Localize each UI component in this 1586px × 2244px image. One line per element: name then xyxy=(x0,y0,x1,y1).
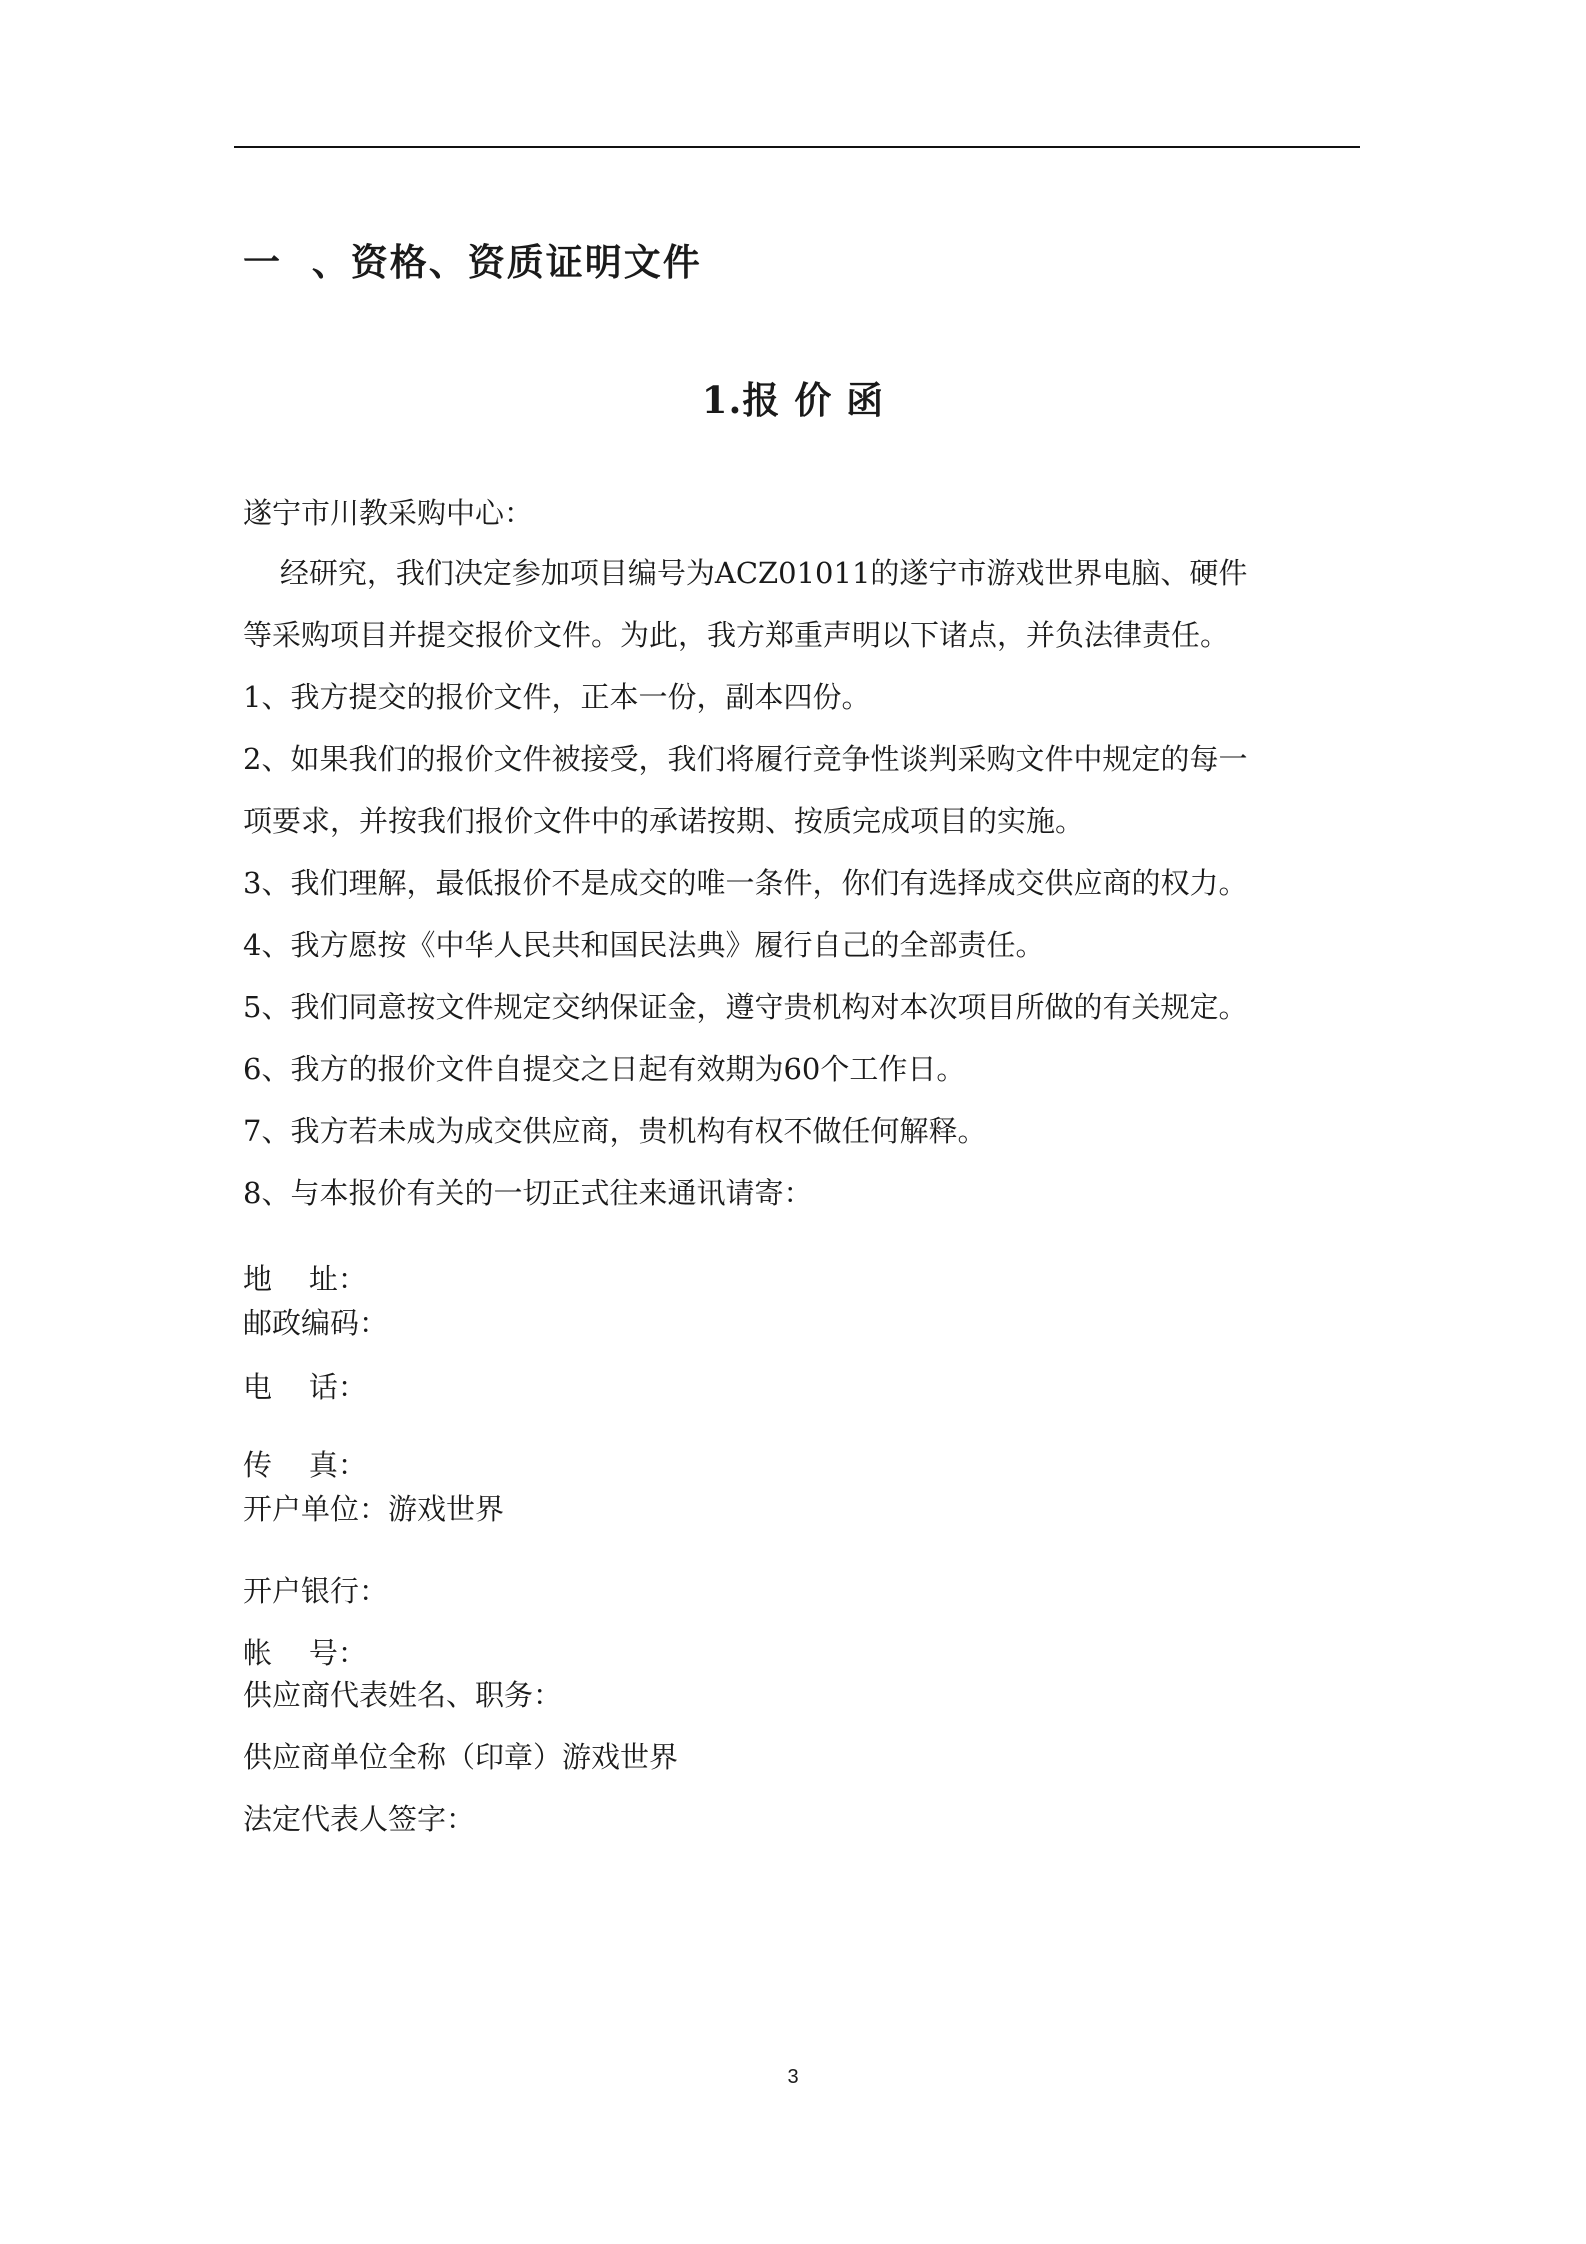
field-legal-rep-signature: 法定代表人签字： xyxy=(243,1802,476,1836)
field-address: 地 址： xyxy=(243,1262,367,1296)
field-fax: 传 真： xyxy=(243,1448,367,1482)
list-item: 3、我们理解，最低报价不是成交的唯一条件，你们有选择成交供应商的权力。 xyxy=(243,866,1248,900)
intro-line: 经研究，我们决定参加项目编号为ACZ01011的遂宁市游戏世界电脑、硬件 xyxy=(243,556,1248,590)
list-item: 7、我方若未成为成交供应商，贵机构有权不做任何解释。 xyxy=(243,1114,987,1148)
list-item: 2、如果我们的报价文件被接受，我们将履行竞争性谈判采购文件中规定的每一 xyxy=(243,742,1248,776)
field-bank: 开户银行： xyxy=(243,1574,389,1608)
addressee: 遂宁市川教采购中心： xyxy=(243,496,534,530)
letter-title: 1.报 价 函 xyxy=(701,378,885,422)
page-number: 3 xyxy=(787,2066,799,2088)
list-item: 4、我方愿按《中华人民共和国民法典》履行自己的全部责任。 xyxy=(243,928,1045,962)
header-rule xyxy=(234,146,1360,148)
list-item: 8、与本报价有关的一切正式往来通讯请寄： xyxy=(243,1176,813,1210)
field-account-number: 帐 号： xyxy=(243,1636,367,1670)
list-item: 项要求，并按我们报价文件中的承诺按期、按质完成项目的实施。 xyxy=(243,804,1085,838)
list-item: 1、我方提交的报价文件，正本一份，副本四份。 xyxy=(243,680,871,714)
section-heading: 一 、资格、资质证明文件 xyxy=(243,241,702,284)
list-item: 5、我们同意按文件规定交纳保证金，遵守贵机构对本次项目所做的有关规定。 xyxy=(243,990,1248,1024)
intro-line: 等采购项目并提交报价文件。为此，我方郑重声明以下诸点，并负法律责任。 xyxy=(243,618,1230,652)
field-rep-name-title: 供应商代表姓名、职务： xyxy=(243,1678,563,1712)
field-phone: 电 话： xyxy=(243,1370,367,1404)
field-account-unit: 开户单位：游戏世界 xyxy=(243,1492,505,1526)
field-supplier-full-name: 供应商单位全称（印章）游戏世界 xyxy=(243,1740,679,1774)
field-postcode: 邮政编码： xyxy=(243,1306,389,1340)
list-item: 6、我方的报价文件自提交之日起有效期为60个工作日。 xyxy=(243,1052,966,1086)
